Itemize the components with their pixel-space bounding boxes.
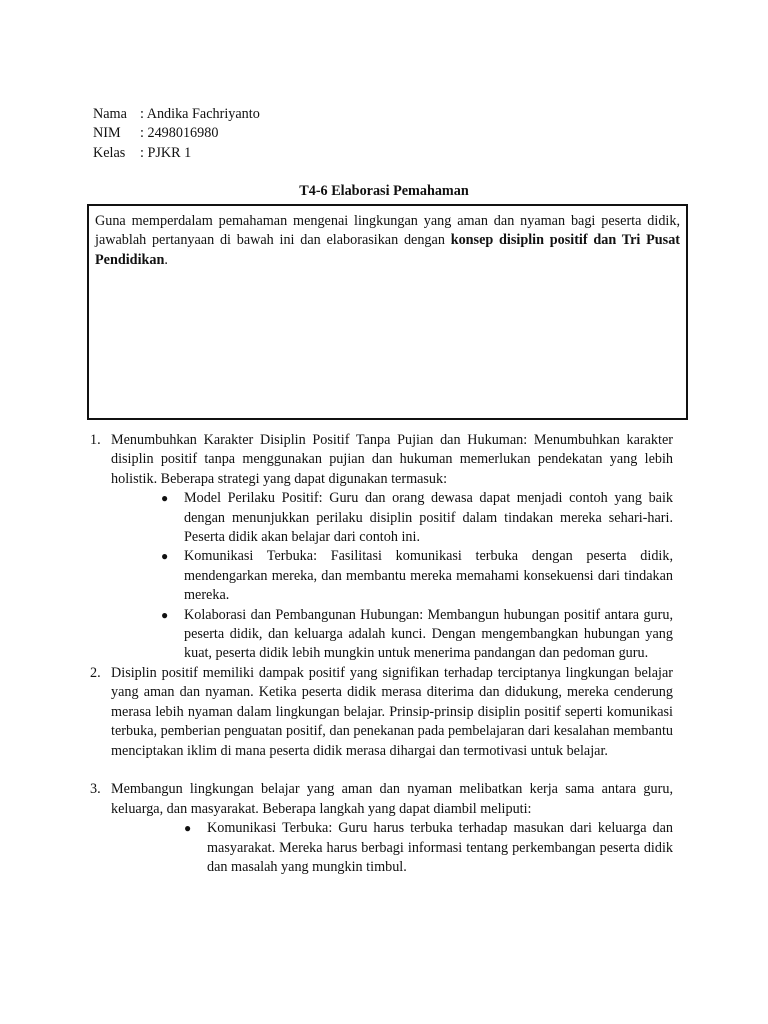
bullet-icon: ● bbox=[161, 607, 169, 622]
student-info bbox=[93, 105, 260, 163]
task-text: Guna memperdalam pemahaman mengenai lingkungan yang aman dan nyaman bagi peserta didik, jawablah pertanyaan di bawah ini dan elaborasikan dengan bbox=[95, 213, 680, 249]
nim-row bbox=[93, 124, 260, 143]
name-row bbox=[93, 105, 260, 124]
name-value: : Andika Fachriyanto bbox=[140, 106, 260, 122]
document-title: T4-6 Elaborasi Pemahaman bbox=[299, 183, 469, 199]
spacer bbox=[88, 761, 673, 780]
bullet-text: Model Perilaku Positif: Guru dan orang dewasa dapat menjadi contoh yang baik dengan menunjukkan perilaku disiplin positif dalam tindakan mereka sehari-hari. Peserta didik akan belajar dari contoh ini. bbox=[184, 490, 673, 546]
bullet-item bbox=[111, 606, 673, 664]
answer-list bbox=[88, 431, 673, 877]
class-row bbox=[93, 144, 260, 163]
bullet-icon: ● bbox=[184, 821, 192, 836]
bullet-list bbox=[111, 489, 673, 664]
list-item bbox=[88, 664, 673, 761]
bullet-text: Kolaborasi dan Pembangunan Hubungan: Membangun hubungan positif antara guru, peserta didik, dan keluarga adalah kunci. Dengan mengembangkan hubungan yang kuat, peserta didik lebih mungkin untuk menerima pandangan dan pedoman guru. bbox=[184, 606, 673, 662]
item-number: 2. bbox=[90, 664, 101, 681]
nim-label: NIM bbox=[93, 125, 121, 142]
nim-value: : 2498016980 bbox=[140, 125, 219, 142]
item-text: Membangun lingkungan belajar yang aman dan nyaman melibatkan kerja sama antara guru, keluarga, dan masyarakat. Beberapa langkah yang dapat diambil meliputi: bbox=[111, 781, 673, 817]
bullet-text: Komunikasi Terbuka: Guru harus terbuka terhadap masukan dari keluarga dan masyarakat. Mereka harus berbagi informasi tentang perkembangan peserta didik dan masalah yang mungkin timbul. bbox=[207, 820, 673, 875]
bullet-list bbox=[111, 819, 673, 877]
task-bold-text: konsep disiplin positif dan Tri Pusat Pendidikan bbox=[95, 232, 681, 268]
class-value: : PJKR 1 bbox=[140, 144, 192, 161]
item-number: 3. bbox=[90, 781, 101, 798]
bullet-text: Komunikasi Terbuka: Fasilitasi komunikasi terbuka dengan peserta didik, mendengarkan mereka, dan membantu mereka memahami konsekuensi dari tindakan mereka. bbox=[184, 548, 673, 604]
bullet-icon: ● bbox=[161, 491, 169, 506]
task-end: . bbox=[164, 251, 168, 268]
class-label: Kelas bbox=[93, 144, 126, 161]
task-box bbox=[87, 204, 688, 420]
item-text: Disiplin positif memiliki dampak positif yang signifikan terhadap terciptanya lingkungan belajar yang aman dan nyaman. Ketika peserta didik merasa diterima dan didukung, mereka cenderung merasa lebih nyaman dalam lingkungan belajar. Prinsip-prinsip disiplin positif seperti komunikasi terbuka, pemberian penguatan positif, dan penekanan pada pembelajaran dari kesalahan membantu menciptakan iklim di mana peserta didik merasa dihargai dan termotivasi untuk belajar. bbox=[111, 664, 673, 759]
item-number: 1. bbox=[90, 432, 101, 448]
item-text: Menumbuhkan Karakter Disiplin Positif Tanpa Pujian dan Hukuman: Menumbuhkan karakter disiplin positif tanpa menggunakan pujian dan hukuman memerlukan pendekatan yang lebih holistik. Beberapa strategi yang dapat digunakan termasuk: bbox=[111, 432, 673, 487]
bullet-item bbox=[111, 547, 673, 605]
list-item bbox=[88, 780, 673, 877]
list-item bbox=[88, 431, 673, 664]
bullet-icon: ● bbox=[161, 549, 169, 564]
name-label: Nama bbox=[93, 106, 127, 122]
bullet-item bbox=[111, 819, 673, 877]
bullet-item bbox=[111, 489, 673, 547]
